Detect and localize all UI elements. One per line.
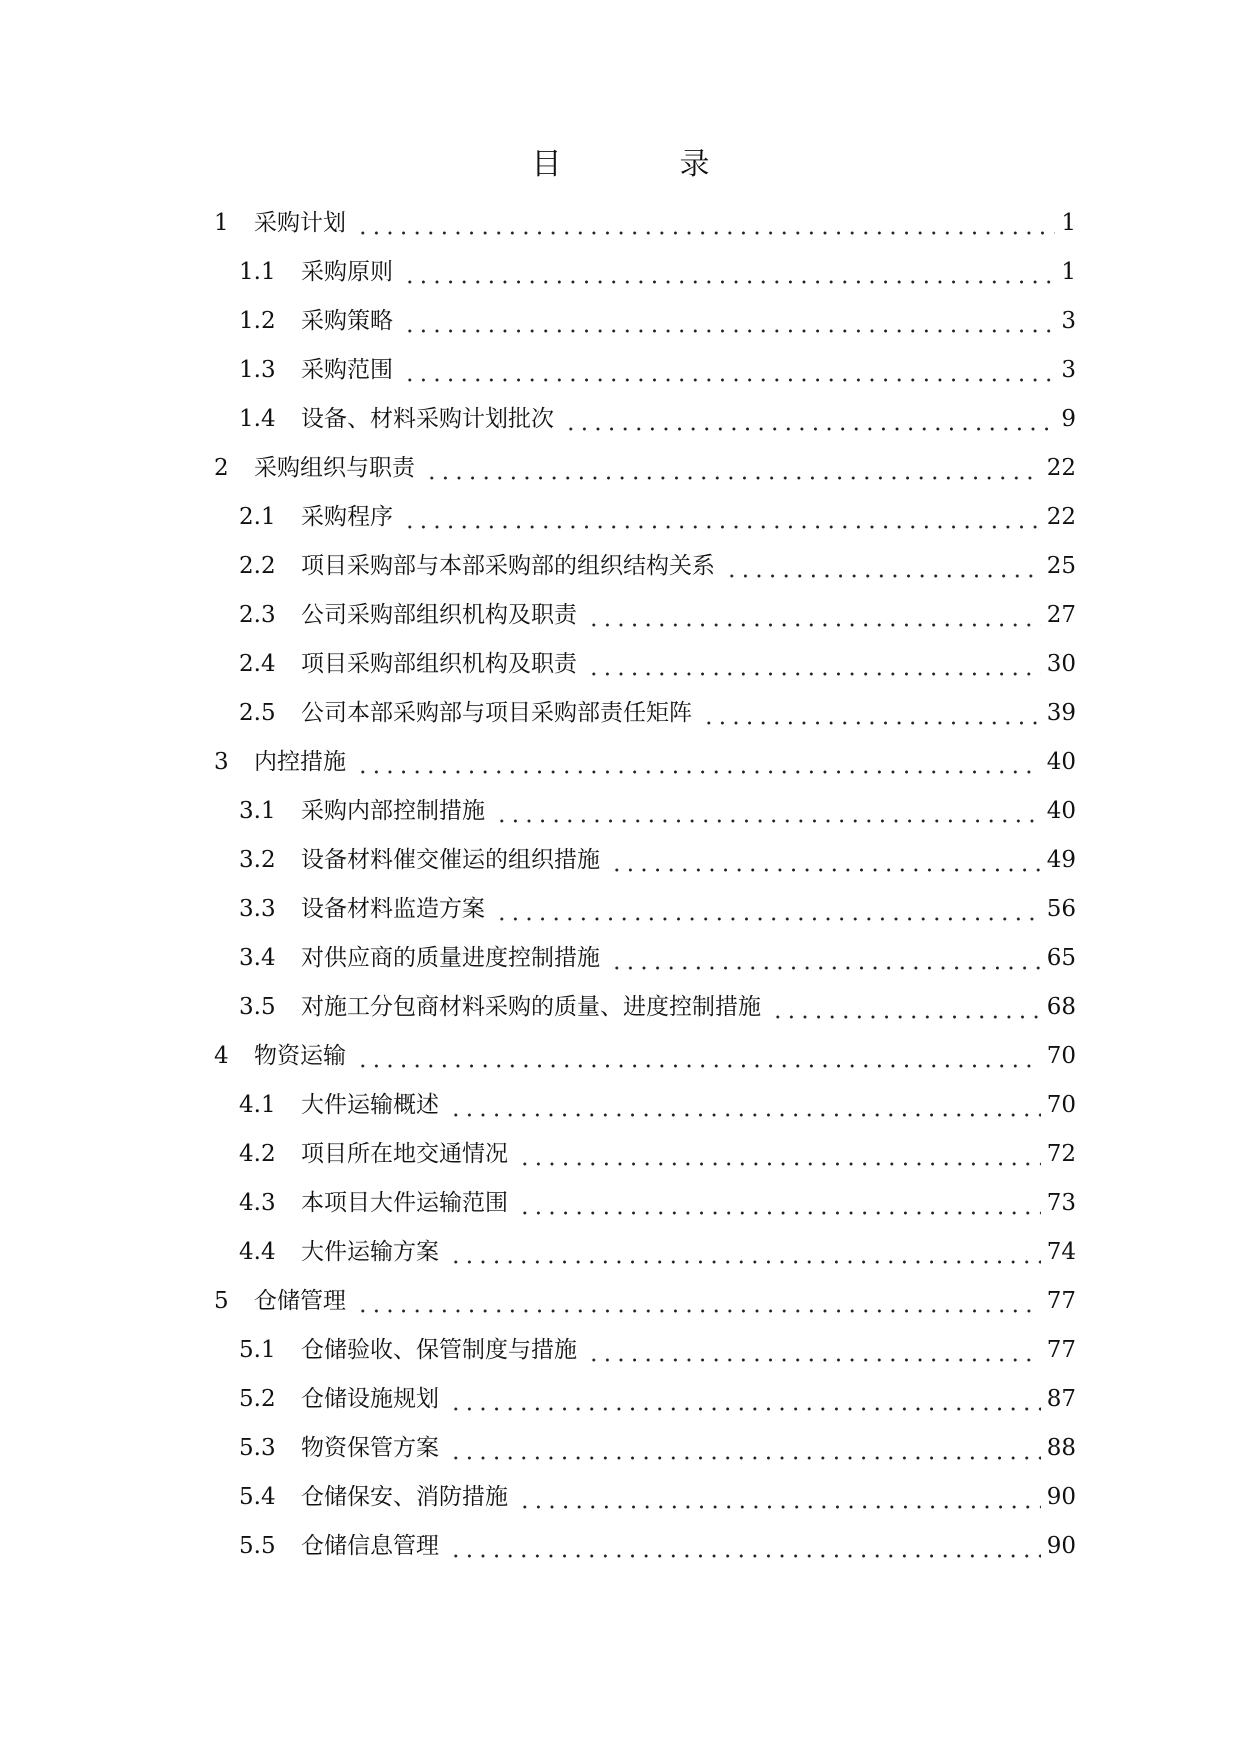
toc-entry-page-number: 40 [1046,749,1076,775]
toc-entry-page-number: 49 [1046,847,1076,873]
toc-entry[interactable] [214,1522,1076,1571]
toc-entry[interactable] [214,1032,1076,1081]
toc-entry-page-number: 77 [1046,1288,1076,1314]
toc-entry-number: 1.3 [239,357,276,383]
toc-dot-leader [403,346,1055,395]
toc-entry[interactable] [214,1081,1076,1130]
toc-entry[interactable] [214,591,1076,640]
toc-entry-page-number: 3 [1061,357,1076,383]
toc-dot-leader [725,542,1041,591]
toc-entry[interactable] [214,1277,1076,1326]
toc-entry-number: 2.2 [239,553,276,579]
toc-dot-leader [449,1375,1041,1424]
toc-dot-leader [356,738,1041,787]
toc-entry-title: 采购原则 [301,259,393,285]
toc-entry-title: 内控措施 [254,749,346,775]
toc-entry-number: 1.4 [239,406,276,432]
toc-entry-title: 仓储信息管理 [301,1533,439,1559]
toc-entry-page-number: 70 [1046,1043,1076,1069]
toc-entry-number: 5.4 [239,1484,276,1510]
toc-entry-page-number: 1 [1061,259,1076,285]
toc-entry-title: 仓储验收、保管制度与措施 [301,1337,577,1363]
toc-entry-page-number: 65 [1046,945,1076,971]
toc-dot-leader [449,1424,1041,1473]
toc-entry[interactable] [214,885,1076,934]
toc-entry-title: 采购程序 [301,504,393,530]
toc-entry-number: 4.2 [239,1141,276,1167]
toc-entry-page-number: 87 [1046,1386,1076,1412]
toc-entry-title: 物资保管方案 [301,1435,439,1461]
toc-entry[interactable] [214,248,1076,297]
toc-entry-number: 1.2 [239,308,276,334]
toc-dot-leader [495,787,1041,836]
toc-entry-title: 采购内部控制措施 [301,798,485,824]
toc-entry-page-number: 39 [1046,700,1076,726]
toc-entry-number: 4.4 [239,1239,276,1265]
toc-dot-leader [356,1277,1041,1326]
toc-entry[interactable] [214,493,1076,542]
toc-entry-title: 公司采购部组织机构及职责 [301,602,577,628]
toc-entry-page-number: 22 [1046,455,1076,481]
toc-entry-page-number: 72 [1046,1141,1076,1167]
toc-entry-page-number: 27 [1046,602,1076,628]
toc-entry-page-number: 9 [1061,406,1076,432]
toc-dot-leader [403,297,1055,346]
toc-dot-leader [449,1522,1041,1571]
toc-entry-number: 3.4 [239,945,276,971]
toc-entry-title: 设备、材料采购计划批次 [301,406,554,432]
toc-dot-leader [403,248,1055,297]
toc-entry[interactable] [214,1375,1076,1424]
toc-entry[interactable] [214,934,1076,983]
toc-entry[interactable] [214,787,1076,836]
toc-entry-number: 3.5 [239,994,276,1020]
toc-entry-number: 3 [214,749,229,775]
toc-entry-title: 大件运输概述 [301,1092,439,1118]
toc-entry-page-number: 70 [1046,1092,1076,1118]
toc-entry-page-number: 90 [1046,1484,1076,1510]
toc-entry[interactable] [214,1179,1076,1228]
toc-entry-title: 采购范围 [301,357,393,383]
toc-dot-leader [564,395,1055,444]
toc-entry-title: 采购计划 [254,210,346,236]
toc-list [214,199,1076,1571]
toc-entry-page-number: 88 [1046,1435,1076,1461]
toc-entry[interactable] [214,1326,1076,1375]
toc-dot-leader [449,1228,1041,1277]
toc-entry-page-number: 68 [1046,994,1076,1020]
toc-dot-leader [449,1081,1041,1130]
toc-entry-number: 5.2 [239,1386,276,1412]
toc-entry-number: 2 [214,455,229,481]
toc-entry[interactable] [214,689,1076,738]
toc-entry[interactable] [214,1130,1076,1179]
toc-entry[interactable] [214,640,1076,689]
toc-entry[interactable] [214,297,1076,346]
toc-dot-leader [403,493,1041,542]
toc-title: 目 录 [531,147,754,182]
toc-entry-number: 2.4 [239,651,276,677]
toc-entry-page-number: 3 [1061,308,1076,334]
toc-entry-page-number: 90 [1046,1533,1076,1559]
toc-entry-title: 项目采购部组织机构及职责 [301,651,577,677]
toc-dot-leader [587,1326,1041,1375]
toc-entry[interactable] [214,199,1076,248]
toc-dot-leader [518,1179,1041,1228]
toc-dot-leader [587,591,1041,640]
toc-entry[interactable] [214,542,1076,591]
toc-entry-page-number: 22 [1046,504,1076,530]
toc-dot-leader [587,640,1041,689]
toc-dot-leader [518,1130,1041,1179]
toc-entry-title: 项目采购部与本部采购部的组织结构关系 [301,553,715,579]
toc-dot-leader [495,885,1041,934]
toc-entry-number: 5.1 [239,1337,276,1363]
toc-entry[interactable] [214,444,1076,493]
toc-dot-leader [518,1473,1041,1522]
toc-entry-number: 2.3 [239,602,276,628]
toc-entry-page-number: 73 [1046,1190,1076,1216]
toc-entry-title: 对供应商的质量进度控制措施 [301,945,600,971]
toc-entry-number: 4.1 [239,1092,276,1118]
toc-dot-leader [610,836,1041,885]
toc-entry[interactable] [214,1424,1076,1473]
toc-entry-page-number: 74 [1046,1239,1076,1265]
toc-entry[interactable] [214,836,1076,885]
toc-entry-title: 设备材料催交催运的组织措施 [301,847,600,873]
toc-entry-number: 5 [214,1288,229,1314]
toc-entry-number: 1 [214,210,229,236]
toc-entry[interactable] [214,1473,1076,1522]
toc-dot-leader [610,934,1041,983]
toc-entry-page-number: 40 [1046,798,1076,824]
toc-dot-leader [356,199,1055,248]
toc-entry-title: 采购策略 [301,308,393,334]
toc-entry-number: 2.5 [239,700,276,726]
toc-entry-number: 4 [214,1043,229,1069]
toc-entry-number: 5.3 [239,1435,276,1461]
toc-entry-title: 项目所在地交通情况 [301,1141,508,1167]
toc-entry-title: 物资运输 [254,1043,346,1069]
toc-entry-title: 设备材料监造方案 [301,896,485,922]
toc-entry-page-number: 25 [1046,553,1076,579]
toc-entry-number: 2.1 [239,504,276,530]
toc-entry-number: 4.3 [239,1190,276,1216]
toc-entry-title: 本项目大件运输范围 [301,1190,508,1216]
toc-entry-title: 对施工分包商材料采购的质量、进度控制措施 [301,994,761,1020]
toc-entry-page-number: 30 [1046,651,1076,677]
toc-entry-page-number: 1 [1061,210,1076,236]
toc-entry-number: 3.2 [239,847,276,873]
toc-entry-title: 仓储保安、消防措施 [301,1484,508,1510]
toc-entry-page-number: 56 [1046,896,1076,922]
toc-entry-title: 采购组织与职责 [254,455,415,481]
toc-entry[interactable] [214,1228,1076,1277]
toc-entry-title: 大件运输方案 [301,1239,439,1265]
toc-entry-title: 仓储设施规划 [301,1386,439,1412]
toc-entry-number: 5.5 [239,1533,276,1559]
toc-dot-leader [771,983,1041,1032]
toc-entry-number: 1.1 [239,259,276,285]
toc-entry-number: 3.1 [239,798,276,824]
toc-entry-title: 公司本部采购部与项目采购部责任矩阵 [301,700,692,726]
toc-dot-leader [425,444,1041,493]
toc-entry-number: 3.3 [239,896,276,922]
toc-entry[interactable] [214,346,1076,395]
toc-entry[interactable] [214,983,1076,1032]
toc-dot-leader [356,1032,1041,1081]
toc-entry-title: 仓储管理 [254,1288,346,1314]
toc-entry[interactable] [214,738,1076,787]
toc-entry[interactable] [214,395,1076,444]
toc-entry-page-number: 77 [1046,1337,1076,1363]
toc-dot-leader [702,689,1041,738]
